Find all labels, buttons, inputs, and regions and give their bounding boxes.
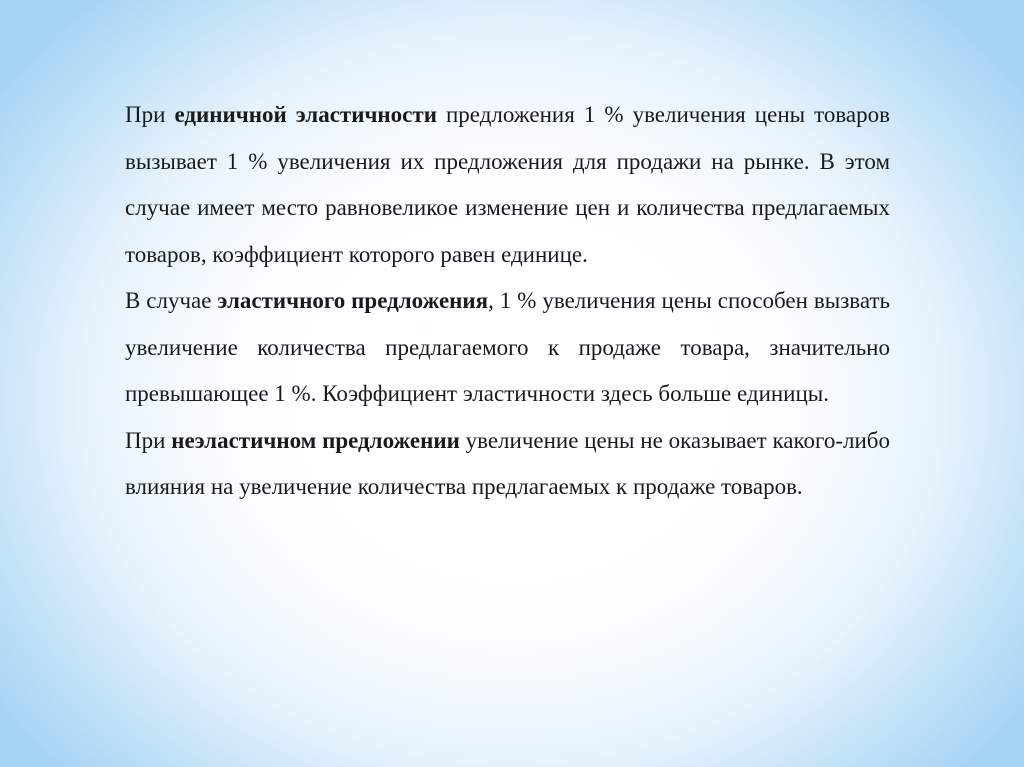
paragraph-2-body: , 1 % увеличения цены способен вызвать увеличение количества предлагаемого к продаже товара, значительно превышающее 1 %. Коэффициент эластичности здесь больше единицы.: [125, 288, 891, 406]
paragraph-inelastic-supply: [125, 418, 890, 511]
slide-text-body: [125, 92, 890, 511]
paragraph-3-body: увеличение цены не оказывает какого-либо влияния на увеличение количества предлагаемых к продаже товаров.: [125, 427, 891, 499]
term-elastic-supply: эластичного предложения: [217, 288, 489, 313]
paragraph-elastic-supply: [125, 278, 890, 418]
term-unit-elasticity: единичной эластичности: [174, 102, 437, 127]
paragraph-3-intro: При: [125, 427, 172, 453]
paragraph-unit-elasticity: [125, 92, 890, 278]
paragraph-1-intro: При: [125, 102, 175, 127]
paragraph-1-body: предложения 1 % увеличения цены товаров вызывает 1 % увеличения их предложения для продажи на рынке. В этом случае имеет место равновеликое изменение цен и количества предлагаемых товаров, коэффициент которого равен единице.: [125, 102, 890, 267]
term-inelastic-supply: неэластичном предложении: [171, 427, 460, 453]
paragraph-2-intro: В случае: [125, 288, 218, 313]
